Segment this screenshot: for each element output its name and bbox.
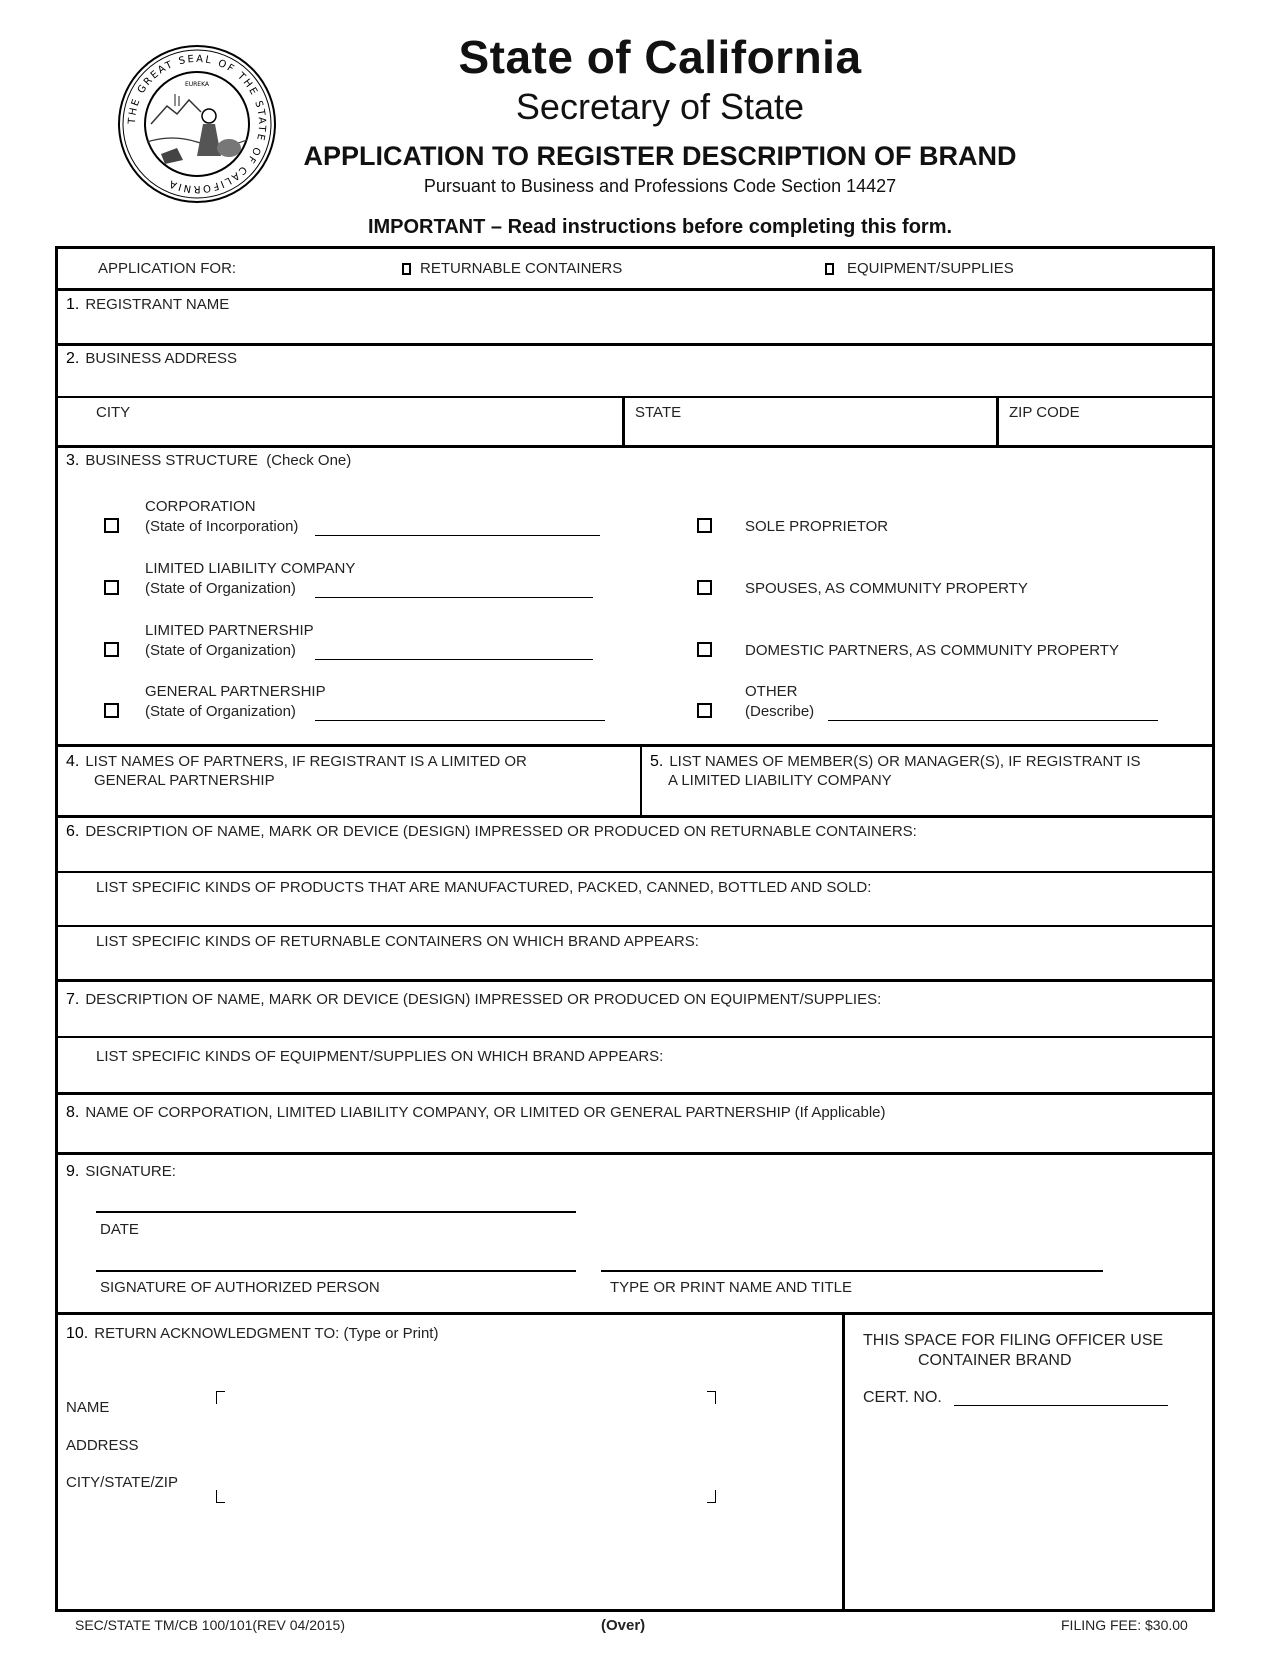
divider <box>58 288 1212 291</box>
section-number: 6. <box>66 823 80 840</box>
equipment-supplies-checkbox[interactable] <box>825 263 834 275</box>
cert-no-label: CERT. NO. <box>863 1389 942 1406</box>
divider <box>58 1312 1212 1315</box>
signature-input[interactable] <box>96 1270 576 1272</box>
section-number: 4. <box>66 753 80 770</box>
divider <box>842 1312 845 1612</box>
divider <box>58 925 1212 927</box>
seal-ring-text: THE GREAT SEAL OF THE STATE OF CALIFORNIA <box>126 53 268 195</box>
llc-state-input[interactable] <box>315 597 593 598</box>
corporation-checkbox[interactable] <box>104 518 119 533</box>
page-subtitle: Secretary of State <box>515 86 805 127</box>
section-number: 8. <box>66 1104 80 1121</box>
divider <box>58 744 1212 747</box>
returnable-containers-label: RETURNABLE CONTAINERS <box>420 260 623 277</box>
application-for-label: APPLICATION FOR: <box>98 260 237 277</box>
return-acknowledgment-heading <box>66 1325 438 1343</box>
section-number: 1. <box>66 296 80 313</box>
other-describe-label: (Describe) <box>745 703 815 720</box>
business-structure-label: BUSINESS STRUCTURE <box>85 452 258 469</box>
divider <box>58 1092 1212 1095</box>
members-label-line2: A LIMITED LIABILITY COMPANY <box>668 772 892 789</box>
entity-name-label: NAME OF CORPORATION, LIMITED LIABILITY COMPANY, OR LIMITED OR GENERAL PARTNERSHIP (If Applicable) <box>85 1104 886 1121</box>
divider <box>58 1036 1212 1038</box>
general-partnership-checkbox[interactable] <box>104 703 119 718</box>
llc-label: LIMITED LIABILITY COMPANY <box>145 560 356 577</box>
general-partnership-state-input[interactable] <box>315 720 605 721</box>
business-structure-heading <box>66 452 351 470</box>
partners-label-line1: LIST NAMES OF PARTNERS, IF REGISTRANT IS A LIMITED OR <box>85 753 527 770</box>
equipment-kinds-field[interactable]: LIST SPECIFIC KINDS OF EQUIPMENT/SUPPLIES ON WHICH BRAND APPEARS: <box>96 1048 664 1065</box>
limited-partnership-state-label: (State of Organization) <box>145 642 296 659</box>
divider <box>640 744 642 815</box>
section-number: 2. <box>66 350 80 367</box>
signature-heading <box>66 1163 176 1181</box>
section-number: 3. <box>66 452 80 469</box>
llc-checkbox[interactable] <box>104 580 119 595</box>
divider <box>58 343 1212 346</box>
equipment-description-label: DESCRIPTION OF NAME, MARK OR DEVICE (DESIGN) IMPRESSED OR PRODUCED ON EQUIPMENT/SUPPLIES: <box>85 991 882 1008</box>
section-number: 5. <box>650 753 664 770</box>
equipment-supplies-label: EQUIPMENT/SUPPLIES <box>847 260 1014 277</box>
corporation-label: CORPORATION <box>145 498 256 515</box>
page-title: State of California <box>458 31 862 83</box>
corporation-state-label: (State of Incorporation) <box>145 518 299 535</box>
domestic-partners-label: DOMESTIC PARTNERS, AS COMMUNITY PROPERTY <box>745 642 1119 659</box>
bracket-top-right <box>707 1391 716 1404</box>
partners-field[interactable] <box>66 752 527 790</box>
date-label: DATE <box>100 1221 139 1238</box>
officer-use-label: THIS SPACE FOR FILING OFFICER USE <box>863 1332 1164 1349</box>
corporation-state-input[interactable] <box>315 535 600 536</box>
form-id: SEC/STATE TM/CB 100/101(REV 04/2015) <box>75 1617 346 1633</box>
return-address-label: ADDRESS <box>66 1437 139 1454</box>
bracket-bottom-left <box>216 1490 225 1503</box>
business-address-field[interactable] <box>66 350 237 368</box>
equipment-description-field[interactable] <box>66 991 881 1009</box>
date-input[interactable] <box>96 1211 576 1213</box>
other-checkbox[interactable] <box>697 703 712 718</box>
partners-label-line2: GENERAL PARTNERSHIP <box>94 772 275 789</box>
registrant-name-field[interactable] <box>66 296 229 314</box>
divider <box>58 979 1212 982</box>
divider <box>622 396 625 445</box>
svg-text:THE GREAT SEAL OF THE STATE OF <box>127 54 267 194</box>
products-field[interactable]: LIST SPECIFIC KINDS OF PRODUCTS THAT ARE MANUFACTURED, PACKED, CANNED, BOTTLED AND SOLD: <box>96 879 872 896</box>
other-label: OTHER <box>745 683 798 700</box>
sole-proprietor-checkbox[interactable] <box>697 518 712 533</box>
zip-code-field[interactable]: ZIP CODE <box>1009 404 1080 421</box>
divider <box>58 1152 1212 1155</box>
limited-partnership-label: LIMITED PARTNERSHIP <box>145 622 314 639</box>
form-title: APPLICATION TO REGISTER DESCRIPTION OF BRAND <box>303 141 1017 171</box>
business-address-label: BUSINESS ADDRESS <box>85 350 238 367</box>
limited-partnership-checkbox[interactable] <box>104 642 119 657</box>
spouses-label: SPOUSES, AS COMMUNITY PROPERTY <box>745 580 1028 597</box>
registrant-name-label: REGISTRANT NAME <box>85 296 230 313</box>
container-brand-label: CONTAINER BRAND <box>918 1352 1072 1369</box>
signature-label: SIGNATURE: <box>85 1163 176 1180</box>
filing-fee: FILING FEE: $30.00 <box>1061 1617 1188 1633</box>
divider <box>58 445 1212 448</box>
divider <box>58 871 1212 873</box>
bracket-top-left <box>216 1391 225 1404</box>
print-name-input[interactable] <box>601 1270 1103 1272</box>
other-describe-input[interactable] <box>828 720 1158 721</box>
print-name-label: TYPE OR PRINT NAME AND TITLE <box>610 1279 852 1296</box>
pursuant-text: Pursuant to Business and Professions Code Section 14427 <box>423 176 897 196</box>
return-address-box[interactable] <box>216 1391 716 1503</box>
divider <box>58 815 1212 818</box>
returnable-containers-checkbox[interactable] <box>402 263 411 275</box>
state-seal <box>117 44 277 204</box>
state-field[interactable]: STATE <box>635 404 682 421</box>
return-city-state-zip-label: CITY/STATE/ZIP <box>66 1474 178 1491</box>
divider <box>996 396 999 445</box>
seal-motto: EUREKA <box>184 81 210 88</box>
limited-partnership-state-input[interactable] <box>315 659 593 660</box>
general-partnership-label: GENERAL PARTNERSHIP <box>145 683 326 700</box>
entity-name-field[interactable] <box>66 1104 886 1122</box>
returnable-description-field[interactable] <box>66 823 917 841</box>
containers-field[interactable]: LIST SPECIFIC KINDS OF RETURNABLE CONTAINERS ON WHICH BRAND APPEARS: <box>96 933 699 950</box>
application-form <box>55 246 1215 1612</box>
over-note: (Over) <box>601 1617 646 1634</box>
return-name-label: NAME <box>66 1399 110 1416</box>
divider <box>58 396 1212 398</box>
section-number: 9. <box>66 1163 80 1180</box>
section-number: 7. <box>66 991 80 1008</box>
domestic-partners-checkbox[interactable] <box>697 642 712 657</box>
return-acknowledgment-label: RETURN ACKNOWLEDGMENT TO: (Type or Print) <box>94 1325 439 1342</box>
general-partnership-state-label: (State of Organization) <box>145 703 296 720</box>
returnable-description-label: DESCRIPTION OF NAME, MARK OR DEVICE (DESIGN) IMPRESSED OR PRODUCED ON RETURNABLE CONTAINERS: <box>85 823 917 840</box>
city-field[interactable]: CITY <box>96 404 131 421</box>
section-number: 10. <box>66 1325 89 1342</box>
sole-proprietor-label: SOLE PROPRIETOR <box>745 518 889 535</box>
bracket-bottom-right <box>707 1490 716 1503</box>
spouses-checkbox[interactable] <box>697 580 712 595</box>
important-notice: IMPORTANT – Read instructions before completing this form. <box>367 216 953 238</box>
signature-authorized-label: SIGNATURE OF AUTHORIZED PERSON <box>100 1279 380 1296</box>
members-label-line1: LIST NAMES OF MEMBER(S) OR MANAGER(S), IF REGISTRANT IS <box>669 753 1141 770</box>
llc-state-label: (State of Organization) <box>145 580 296 597</box>
cert-no-input[interactable] <box>954 1405 1168 1406</box>
members-field[interactable] <box>650 752 1141 790</box>
check-one-note: (Check One) <box>266 452 352 469</box>
